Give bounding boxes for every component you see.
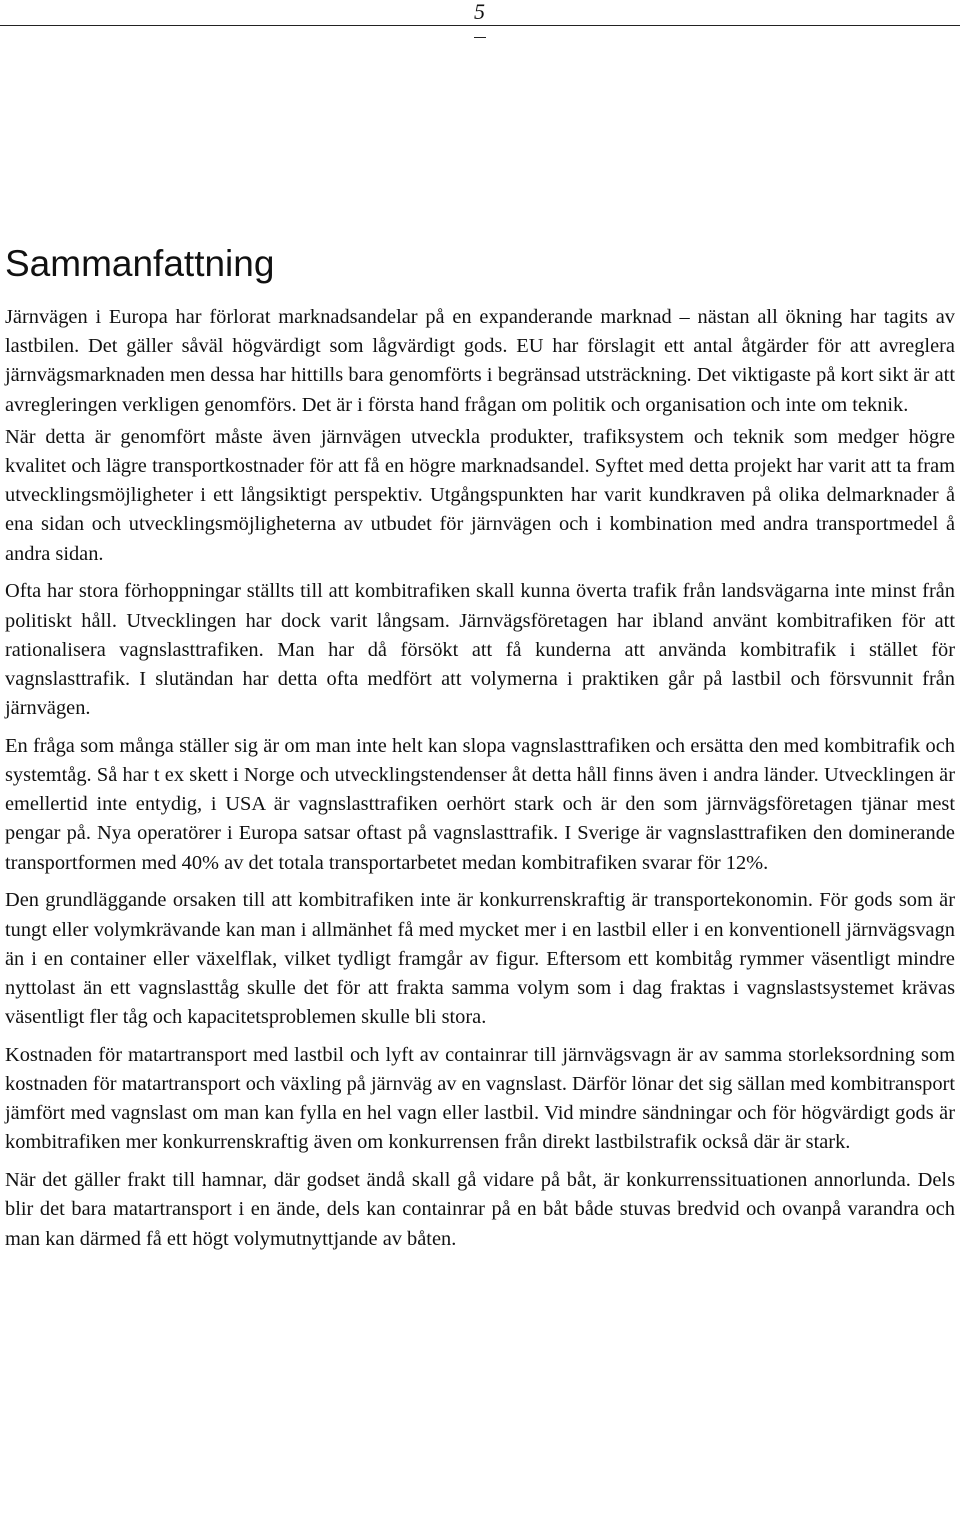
paragraph: När det gäller frakt till hamnar, där godset ändå skall gå vidare på båt, är konkurrenssituationen annorlunda. Dels blir det bara matartransport i en ände, dels kan containrar på en båt både stuvas bredvid och ovanpå varandra och man kan därmed få ett högt volymutnyttjande av båten. (5, 1169, 955, 1250)
paragraph: Ofta har stora förhoppningar ställts till att kombitrafiken skall kunna överta trafik från landsvägarna inte minst från politiskt håll. Utvecklingen har dock varit långsam. Järnvägsföretagen har ibland använt kombitrafiken för att rationalisera vagnslasttrafiken. Man har då försökt att få kunderna att använda kombitrafik i stället för vagnslasttrafik. I slutändan har detta ofta medfört att volymerna i praktiken går på lastbil och försvunnit från järnvägen. (5, 580, 955, 720)
paragraph: Kostnaden för matartransport med lastbil och lyft av containrar till järnvägsvagn är av samma storleksordning som kostnaden för matartransport och växling på järnväg av en vagnslast. Därför lönar det sig sällan med kombitransport jämfört med vagnslast om man kan fylla en hel vagn eller lastbil. Vid mindre sändningar och för högvärdigt gods är kombitrafiken mer konkurrenskraftig även om konkurrensen från direkt lastbilstrafik också där är stark. (5, 1043, 955, 1154)
page-number: 5 (474, 0, 485, 24)
paragraph: När detta är genomfört måste även järnvägen utveckla produkter, trafiksystem och teknik som medger högre kvalitet och lägre transportkostnader för att få en högre marknadsandel. Syftet med detta projekt har varit att ta fram utvecklingsmöjligheter i ett långsiktigt perspektiv. Utgångspunkten har varit kundkraven på olika delmarknader å ena sidan och utvecklingsmöjligheterna av utbudet för järnvägen och i kombination med andra transportmedel å andra sidan. (5, 425, 955, 565)
document-body (5, 237, 955, 1262)
section-title: Sammanfattning (5, 243, 275, 284)
paragraph: En fråga som många ställer sig är om man inte helt kan slopa vagnslasttrafiken och ersätta den med kombitrafik och systemtåg. Så har t ex skett i Norge och utvecklingstendenser åt detta håll finns även i andra länder. Utvecklingen är emellertid inte entydig, i USA är vagnslasttrafiken oerhört stark och är den som järnvägsföretagen tjänar mest pengar på. Nya operatörer i Europa satsar oftast på vagnslasttrafik. I Sverige är vagnslasttrafiken den dominerande transportformen med 40% av det totala transportarbetet medan kombitrafiken svarar för 12%. (5, 734, 955, 874)
header-rule (0, 25, 960, 26)
paragraph: Den grundläggande orsaken till att kombitrafiken inte är konkurrenskraftig är transportekonomin. För gods som är tungt eller volymkrävande kan man i allmänhet få med mycket mer i en lastbil eller i en konventionell järnvägsvagn än i en container eller växelflak, vilket tydligt framgår av figur. Eftersom ett kombitåg rymmer väsentligt mindre nyttolast än ett vagnslasttåg skulle det för att frakta samma volym som i dag fraktas i vagnslastsystemet krävas väsentligt fler tåg och kapacitetsproblemen skulle bli stora. (5, 889, 955, 1029)
paragraph: Järnvägen i Europa har förlorat marknadsandelar på en expanderande marknad – nästan all ökning har tagits av lastbilen. Det gäller såväl högvärdigt som lågvärdigt gods. EU har förslagit ett antal åtgärder för att avreglera järnvägsmarknaden men dessa har hittills bara genomförts i begränsad utsträckning. Det viktigaste på kort sikt är att avregleringen verkligen genomförs. Det är i första hand frågan om politik och organisation och inte om teknik. (5, 306, 955, 416)
header-dash (474, 37, 486, 38)
page-header (0, 0, 960, 30)
